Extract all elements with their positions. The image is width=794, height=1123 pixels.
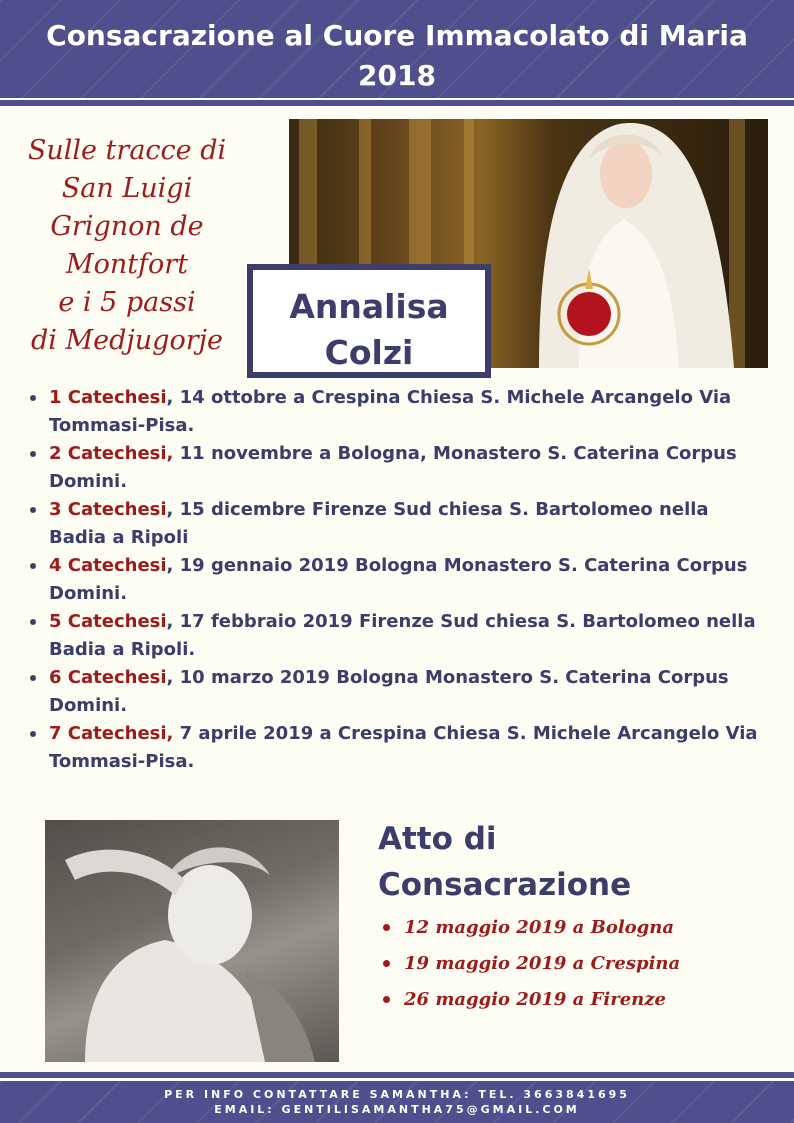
catechesi-text: 7 aprile 2019 a Crespina Chiesa S. Michele Arcangelo Via Tommasi-Pisa.: [49, 723, 758, 772]
bullet-icon: [383, 960, 390, 967]
footer-divider: [0, 1072, 794, 1078]
catechesi-item: [30, 720, 770, 776]
bullet-icon: [30, 619, 36, 625]
catechesi-item: [30, 664, 770, 720]
bullet-icon: [383, 924, 390, 931]
header-divider: [0, 100, 794, 106]
catechesi-label: 6 Catechesi: [49, 667, 167, 688]
speaker-name: [253, 284, 485, 376]
contact-phone: PER INFO CONTATTARE SAMANTHA: TEL. 3663841695: [164, 1088, 630, 1101]
catechesi-label: 5 Catechesi: [49, 611, 167, 632]
catechesi-item: [30, 608, 770, 664]
consecration-date: 19 maggio 2019 a Crespina: [404, 953, 681, 974]
bullet-icon: [383, 996, 390, 1003]
catechesi-item: [30, 496, 770, 552]
subtitle-line: San Luigi: [61, 173, 193, 204]
catechesi-item: [30, 384, 770, 440]
consecration-title-line: Atto di: [378, 821, 497, 857]
catechesi-label: 2 Catechesi,: [49, 443, 174, 464]
page-title: [30, 16, 764, 96]
contact-email: EMAIL: GENTILISAMANTHA75@GMAIL.COM: [214, 1103, 580, 1116]
catechesi-label: 3 Catechesi: [49, 499, 167, 520]
subtitle-line: Grignon de: [50, 211, 204, 242]
bullet-icon: [30, 395, 36, 401]
subtitle-line: di Medjugorje: [31, 325, 223, 356]
montfort-statue-photo: [45, 820, 339, 1062]
bullet-icon: [30, 675, 36, 681]
bullet-icon: [30, 563, 36, 569]
consecration-date-item: [380, 946, 760, 982]
catechesi-label: 1 Catechesi: [49, 387, 167, 408]
subtitle-line: Montfort: [65, 249, 189, 280]
footer-banner: [0, 1081, 794, 1123]
consecration-title-line: Consacrazione: [378, 867, 632, 903]
header-banner: [0, 0, 794, 98]
catechesi-item: [30, 440, 770, 496]
catechesi-text: , 14 ottobre a Crespina Chiesa S. Michele Arcangelo Via Tommasi-Pisa.: [49, 387, 732, 436]
catechesi-label: 4 Catechesi: [49, 555, 167, 576]
catechesi-text: , 19 gennaio 2019 Bologna Monastero S. Caterina Corpus Domini.: [49, 555, 748, 604]
consecration-dates-list: [380, 910, 760, 1018]
catechesi-list: [30, 384, 770, 776]
consecration-date: 26 maggio 2019 a Firenze: [404, 989, 666, 1010]
consecration-date: 12 maggio 2019 a Bologna: [404, 917, 674, 938]
speaker-name-box: [247, 264, 491, 378]
catechesi-text: , 17 febbraio 2019 Firenze Sud chiesa S. Bartolomeo nella Badia a Ripoli.: [49, 611, 756, 660]
consecration-title: [378, 816, 758, 908]
catechesi-text: , 10 marzo 2019 Bologna Monastero S. Caterina Corpus Domini.: [49, 667, 729, 716]
subtitle: [12, 132, 242, 360]
catechesi-label: 7 Catechesi,: [49, 723, 174, 744]
speaker-last-name: Colzi: [324, 333, 414, 372]
subtitle-line: e i 5 passi: [58, 287, 196, 318]
consecration-date-item: [380, 910, 760, 946]
catechesi-text: , 15 dicembre Firenze Sud chiesa S. Bartolomeo nella Badia a Ripoli: [49, 499, 709, 548]
catechesi-text: 11 novembre a Bologna, Monastero S. Caterina Corpus Domini.: [49, 443, 737, 492]
speaker-first-name: Annalisa: [289, 287, 449, 326]
subtitle-line: Sulle tracce di: [27, 135, 227, 166]
consecration-date-item: [380, 982, 760, 1018]
page-title-text: Consacrazione al Cuore Immacolato di Maria 2018: [46, 19, 748, 92]
bullet-icon: [30, 507, 36, 513]
bullet-icon: [30, 451, 36, 457]
bullet-icon: [30, 731, 36, 737]
catechesi-item: [30, 552, 770, 608]
